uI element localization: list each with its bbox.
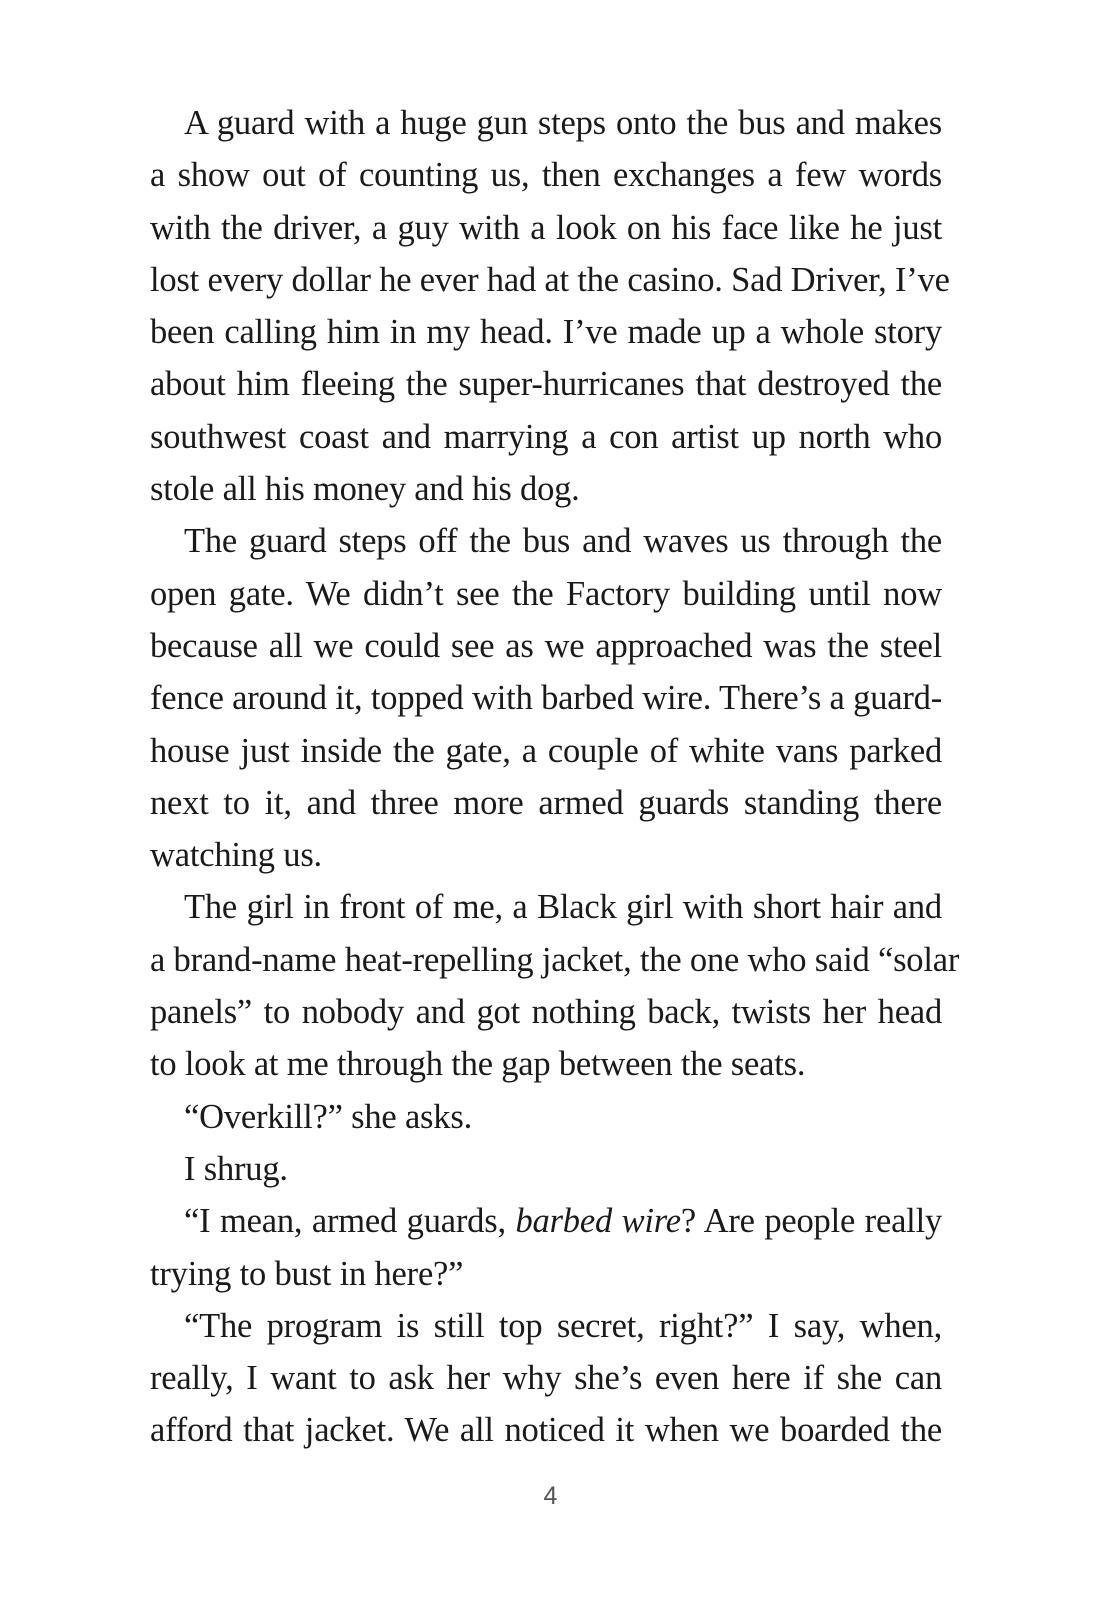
text-line: “The program is still top secret, right?” I say, when, — [184, 1306, 942, 1345]
italic-text-run: barbed wire — [515, 1202, 681, 1241]
text-line: to look at me through the gap between the seats. — [150, 1045, 806, 1084]
text-line — [150, 1195, 942, 1247]
text-line: a show out of counting us, then exchanges a few words — [150, 156, 942, 195]
text-line: trying to bust in here?” — [150, 1254, 464, 1293]
text-line: fence around it, topped with barbed wire. There’s a guard- — [150, 679, 942, 718]
text-line: I shrug. — [184, 1149, 288, 1188]
text-line: “Overkill?” she asks. — [184, 1097, 472, 1136]
text-line: The girl in front of me, a Black girl with short hair and — [184, 888, 942, 927]
text-run: “I mean, armed guards, — [184, 1202, 516, 1241]
text-line: open gate. We didn’t see the Factory building until now — [150, 574, 942, 613]
text-line: next to it, and three more armed guards standing there — [150, 783, 942, 822]
text-line: with the driver, a guy with a look on his face like he just — [150, 208, 942, 247]
text-line: The guard steps off the bus and waves us through the — [184, 522, 942, 561]
text-line: a brand-name heat-repelling jacket, the one who said “solar — [150, 940, 960, 979]
text-line: southwest coast and marrying a con artist up north who — [150, 417, 942, 456]
text-line: about him fleeing the super-hurricanes that destroyed the — [150, 365, 942, 404]
text-run: ? Are people really — [680, 1202, 943, 1241]
text-line: because all we could see as we approached was the steel — [150, 626, 942, 665]
page-number: 4 — [543, 1482, 558, 1510]
text-line: been calling him in my head. I’ve made up a whole story — [150, 313, 942, 352]
text-line: A guard with a huge gun steps onto the bus and makes — [184, 104, 942, 142]
text-line: house just inside the gate, a couple of white vans parked — [150, 731, 942, 770]
text-line: watching us. — [150, 836, 322, 875]
text-line: lost every dollar he ever had at the casino. Sad Driver, I’ve — [150, 260, 950, 299]
text-line: afford that jacket. We all noticed it when we boarded the — [150, 1411, 942, 1450]
book-page-text — [150, 97, 960, 1457]
text-line: stole all his money and his dog. — [150, 470, 580, 509]
text-line: really, I want to ask her why she’s even here if she can — [150, 1359, 942, 1398]
text-line: panels” to nobody and got nothing back, twists her head — [150, 993, 942, 1032]
